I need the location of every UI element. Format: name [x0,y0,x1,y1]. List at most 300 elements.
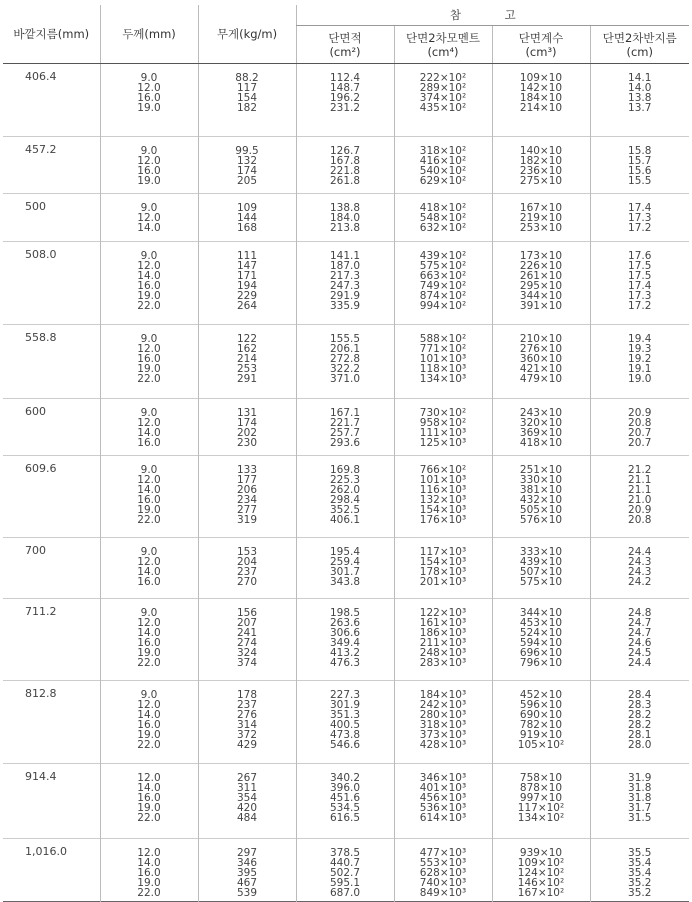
section-modulus-cell-value: 124×10² [517,867,565,879]
thickness-cell-value: 9.0 [140,407,158,419]
section-modulus-cell [492,137,590,194]
weight-cell-value: 429 [236,739,258,751]
weight-cell [198,137,296,194]
moment-cell-value: 248×10³ [419,647,467,659]
radius-gyration-cell-value: 31.8 [628,792,652,804]
moment-cell-value: 289×10² [419,82,467,94]
area-cell-value: 225.3 [329,474,361,486]
moment-cell-value: 211×10³ [419,637,467,649]
section-modulus-cell-value: 696×10 [519,647,563,659]
area-cell-value: 335.9 [329,300,361,312]
thickness-cell-value: 16.0 [137,792,161,804]
weight-cell-value: 168 [236,222,258,234]
section-modulus-cell-value: 330×10 [519,474,563,486]
area-cell-value: 195.4 [329,546,361,558]
weight-cell-value: 162 [236,343,258,355]
area-cell-value: 167.1 [329,407,361,419]
radius-gyration-cell-value: 24.3 [628,556,652,568]
weight-cell-value: 234 [236,494,258,506]
area-cell-value: 546.6 [329,739,361,751]
moment-cell-value: 428×10³ [419,739,467,751]
outer-diameter-cell: 700 [25,544,46,557]
thickness-cell [100,681,198,764]
section-modulus-cell-value: 360×10 [519,353,563,365]
weight-cell-value: 122 [236,333,258,345]
weight-cell-value: 253 [236,363,258,375]
area-cell-value: 206.1 [329,343,361,355]
thickness-cell-value: 22.0 [137,657,161,669]
moment-cell-value: 280×10³ [419,709,467,721]
section-modulus-cell-value: 432×10 [519,494,563,506]
table-row [3,839,689,902]
section-modulus-cell-value: 369×10 [519,427,563,439]
section-modulus-cell-value: 758×10 [519,772,563,784]
area-cell-value: 301.9 [329,699,361,711]
moment-cell-value: 118×10³ [419,363,467,375]
area-cell-value: 473.8 [329,729,361,741]
weight-cell-value: 237 [236,699,258,711]
radius-gyration-cell-value: 19.2 [628,353,652,365]
area-cell-value: 301.7 [329,566,361,578]
weight-cell-value: 229 [236,290,258,302]
thickness-cell-value: 22.0 [137,739,161,751]
area-cell-value: 272.8 [329,353,361,365]
moment-cell [394,64,492,137]
section-modulus-cell-value: 109×10 [519,72,563,84]
moment-cell [394,599,492,681]
radius-gyration-cell-value: 19.3 [628,343,652,355]
area-cell-value: 413.2 [329,647,361,659]
thickness-cell-value: 14.0 [137,782,161,794]
area-cell-value: 595.1 [329,877,361,889]
weight-cell-value: 202 [236,427,258,439]
thickness-cell-value: 19.0 [137,175,161,187]
outer-diameter-cell: 558.8 [25,331,57,344]
section-modulus-cell-value: 295×10 [519,280,563,292]
thickness-cell-value: 14.0 [137,709,161,721]
radius-gyration-cell-value: 28.2 [628,719,652,731]
section-modulus-cell-value: 344×10 [519,290,563,302]
weight-cell-value: 267 [236,772,258,784]
moment-cell-value: 632×10² [419,222,467,234]
thickness-cell-value: 9.0 [140,333,158,345]
section-modulus-cell-value: 418×10 [519,437,563,449]
thickness-cell-value: 12.0 [137,212,161,224]
area-cell-value: 231.2 [329,102,361,114]
area-cell [296,681,394,764]
weight-cell-value: 194 [236,280,258,292]
area-cell-value: 306.6 [329,627,361,639]
area-cell-value: 291.9 [329,290,361,302]
thickness-cell-value: 14.0 [137,484,161,496]
radius-gyration-cell-value: 17.2 [628,222,652,234]
col-reference-group [296,5,689,26]
weight-cell [198,764,296,839]
radius-gyration-cell [590,137,689,194]
thickness-cell-value: 19.0 [137,647,161,659]
section-modulus-cell-value: 796×10 [519,657,563,669]
section-modulus-cell [492,538,590,599]
section-modulus-cell-value: 919×10 [519,729,563,741]
thickness-cell [100,194,198,242]
area-cell-value: 616.5 [329,812,361,824]
section-modulus-cell-value: 105×10² [517,739,565,751]
radius-gyration-cell-value: 24.2 [628,576,652,588]
radius-gyration-cell-value: 17.5 [628,260,652,272]
radius-gyration-cell-value: 15.7 [628,155,652,167]
moment-cell-value: 628×10³ [419,867,467,879]
weight-cell-value: 314 [236,719,258,731]
area-cell-value: 262.0 [329,484,361,496]
thickness-cell [100,456,198,538]
weight-cell-value: 144 [236,212,258,224]
radius-gyration-cell [590,242,689,325]
radius-gyration-cell-value: 17.4 [628,202,652,214]
outer-diameter-cell: 609.6 [25,462,57,475]
section-modulus-cell-value: 243×10 [519,407,563,419]
radius-gyration-cell-value: 17.6 [628,250,652,262]
moment-cell-value: 439×10² [419,250,467,262]
section-modulus-cell-value: 253×10 [519,222,563,234]
weight-cell-value: 274 [236,637,258,649]
moment-cell-value: 161×10³ [419,617,467,629]
weight-cell-value: 133 [236,464,258,476]
weight-cell-value: 214 [236,353,258,365]
moment-cell-value: 176×10³ [419,514,467,526]
weight-cell-value: 147 [236,260,258,272]
table-row [3,242,689,325]
thickness-cell-value: 16.0 [137,494,161,506]
moment-cell-value: 663×10² [419,270,467,282]
radius-gyration-cell-value: 15.5 [628,175,652,187]
moment-cell [394,764,492,839]
radius-gyration-cell-value: 13.8 [628,92,652,104]
radius-gyration-cell-value: 21.1 [628,474,652,486]
moment-cell-value: 749×10² [419,280,467,292]
radius-gyration-cell-value: 24.5 [628,647,652,659]
col-section-modulus-unit: (cm³) [525,44,557,59]
thickness-cell-value: 9.0 [140,689,158,701]
table-row [3,599,689,681]
radius-gyration-cell-value: 20.9 [628,407,652,419]
moment-cell-value: 994×10² [419,300,467,312]
radius-gyration-cell-value: 35.4 [628,867,652,879]
thickness-cell-value: 22.0 [137,812,161,824]
section-modulus-cell-value: 939×10 [519,847,563,859]
section-modulus-cell [492,194,590,242]
weight-cell-value: 206 [236,484,258,496]
radius-gyration-cell-value: 14.1 [628,72,652,84]
outer-diameter-cell: 711.2 [25,605,57,618]
area-cell-value: 352.5 [329,504,361,516]
thickness-cell-value: 12.0 [137,847,161,859]
weight-cell-value: 264 [236,300,258,312]
weight-cell-value: 484 [236,812,258,824]
thickness-cell-value: 12.0 [137,343,161,355]
thickness-cell-value: 22.0 [137,373,161,385]
thickness-cell [100,599,198,681]
thickness-cell [100,764,198,839]
area-cell-value: 126.7 [329,145,361,157]
thickness-cell-value: 12.0 [137,556,161,568]
moment-cell-value: 540×10² [419,165,467,177]
weight-cell-value: 241 [236,627,258,639]
radius-gyration-cell [590,599,689,681]
section-modulus-cell-value: 214×10 [519,102,563,114]
section-modulus-cell-value: 576×10 [519,514,563,526]
thickness-cell-value: 9.0 [140,464,158,476]
moment-cell-value: 401×10³ [419,782,467,794]
table-row [3,194,689,242]
moment-cell [394,681,492,764]
weight-cell-value: 467 [236,877,258,889]
col-thickness: 두께(mm) [100,5,198,64]
weight-cell-value: 182 [236,102,258,114]
area-cell-value: 400.5 [329,719,361,731]
moment-cell-value: 575×10² [419,260,467,272]
weight-cell-value: 230 [236,437,258,449]
weight-cell-value: 207 [236,617,258,629]
col-radius-gyration [590,26,689,64]
moment-cell-value: 771×10² [419,343,467,355]
radius-gyration-cell-value: 20.8 [628,514,652,526]
weight-cell-value: 420 [236,802,258,814]
moment-cell-value: 588×10² [419,333,467,345]
weight-cell-value: 109 [236,202,258,214]
weight-cell-value: 291 [236,373,258,385]
radius-gyration-cell [590,764,689,839]
area-cell-value: 112.4 [329,72,361,84]
col-weight: 무게(kg/m) [198,5,296,64]
weight-cell-value: 132 [236,155,258,167]
area-cell-value: 349.4 [329,637,361,649]
outer-diameter-cell: 1,016.0 [25,845,67,858]
area-cell-value: 293.6 [329,437,361,449]
section-modulus-cell-value: 275×10 [519,175,563,187]
area-cell-value: 213.8 [329,222,361,234]
area-cell-value: 169.8 [329,464,361,476]
moment-cell [394,194,492,242]
moment-cell-value: 730×10² [419,407,467,419]
weight-cell [198,242,296,325]
thickness-cell-value: 12.0 [137,772,161,784]
area-cell-value: 502.7 [329,867,361,879]
moment-cell-value: 101×10³ [419,353,467,365]
section-modulus-cell-value: 140×10 [519,145,563,157]
moment-cell-value: 178×10³ [419,566,467,578]
section-modulus-cell-value: 505×10 [519,504,563,516]
radius-gyration-cell-value: 24.8 [628,607,652,619]
thickness-cell-value: 9.0 [140,72,158,84]
moment-cell-value: 536×10³ [419,802,467,814]
radius-gyration-cell [590,194,689,242]
section-modulus-cell-value: 182×10 [519,155,563,167]
radius-gyration-cell-value: 35.2 [628,887,652,899]
radius-gyration-cell [590,64,689,137]
thickness-cell-value: 12.0 [137,699,161,711]
weight-cell-value: 88.2 [235,72,259,84]
thickness-cell-value: 16.0 [137,92,161,104]
section-modulus-cell-value: 226×10 [519,260,563,272]
weight-cell-value: 346 [236,857,258,869]
section-modulus-cell [492,399,590,456]
moment-cell-value: 222×10² [419,72,467,84]
area-cell [296,456,394,538]
weight-cell-value: 374 [236,657,258,669]
area-cell [296,538,394,599]
moment-cell-value: 629×10² [419,175,467,187]
radius-gyration-cell-value: 28.2 [628,709,652,721]
area-cell-value: 141.1 [329,250,361,262]
weight-cell-value: 99.5 [235,145,259,157]
weight-cell-value: 177 [236,474,258,486]
moment-cell-value: 101×10³ [419,474,467,486]
thickness-cell-value: 14.0 [137,566,161,578]
area-cell-value: 351.3 [329,709,361,721]
radius-gyration-cell-value: 15.8 [628,145,652,157]
section-modulus-cell-value: 134×10² [517,812,565,824]
thickness-cell [100,64,198,137]
area-cell [296,599,394,681]
col-moment [394,26,492,64]
radius-gyration-cell-value: 14.0 [628,82,652,94]
weight-cell [198,456,296,538]
radius-gyration-cell [590,325,689,399]
moment-cell-value: 125×10³ [419,437,467,449]
weight-cell [198,64,296,137]
radius-gyration-cell-value: 28.3 [628,699,652,711]
weight-cell [198,599,296,681]
section-modulus-cell-value: 210×10 [519,333,563,345]
radius-gyration-cell-value: 20.7 [628,437,652,449]
radius-gyration-cell-value: 28.0 [628,739,652,751]
area-cell-value: 227.3 [329,689,361,701]
area-cell-value: 221.7 [329,417,361,429]
weight-cell [198,194,296,242]
col-radius-gyration-unit: (cm) [626,44,653,59]
thickness-cell-value: 12.0 [137,417,161,429]
thickness-cell-value: 19.0 [137,877,161,889]
area-cell-value: 534.5 [329,802,361,814]
thickness-cell-value: 22.0 [137,514,161,526]
area-cell [296,194,394,242]
area-cell-value: 247.3 [329,280,361,292]
moment-cell-value: 134×10³ [419,373,467,385]
section-modulus-cell [492,242,590,325]
weight-cell-value: 154 [236,92,258,104]
area-cell-value: 155.5 [329,333,361,345]
radius-gyration-cell-value: 24.7 [628,627,652,639]
moment-cell-value: 740×10³ [419,877,467,889]
area-cell-value: 298.4 [329,494,361,506]
area-cell-value: 259.4 [329,556,361,568]
thickness-cell [100,399,198,456]
outer-diameter-cell: 457.2 [25,143,57,156]
section-modulus-cell-value: 596×10 [519,699,563,711]
area-cell-value: 440.7 [329,857,361,869]
section-modulus-cell-value: 997×10 [519,792,563,804]
thickness-cell-value: 19.0 [137,802,161,814]
moment-cell-value: 849×10³ [419,887,467,899]
section-modulus-cell [492,599,590,681]
thickness-cell-value: 19.0 [137,729,161,741]
thickness-cell-value: 12.0 [137,155,161,167]
radius-gyration-cell-value: 24.6 [628,637,652,649]
radius-gyration-cell-value: 20.9 [628,504,652,516]
moment-cell [394,325,492,399]
moment-cell [394,399,492,456]
table-row [3,325,689,399]
section-modulus-cell-value: 142×10 [519,82,563,94]
table-row [3,399,689,456]
weight-cell-value: 372 [236,729,258,741]
moment-cell-value: 132×10³ [419,494,467,506]
moment-cell-value: 958×10² [419,417,467,429]
radius-gyration-cell-value: 19.1 [628,363,652,375]
thickness-cell-value: 14.0 [137,270,161,282]
radius-gyration-cell [590,399,689,456]
weight-cell [198,325,296,399]
table-row [3,64,689,137]
section-modulus-cell-value: 391×10 [519,300,563,312]
section-modulus-cell-value: 594×10 [519,637,563,649]
section-modulus-cell-value: 261×10 [519,270,563,282]
section-modulus-cell-value: 439×10 [519,556,563,568]
section-modulus-cell-value: 320×10 [519,417,563,429]
weight-cell-value: 324 [236,647,258,659]
radius-gyration-cell-value: 31.8 [628,782,652,794]
section-modulus-cell-value: 878×10 [519,782,563,794]
area-cell [296,325,394,399]
col-moment-unit: (cm⁴) [427,44,459,59]
section-modulus-cell-value: 381×10 [519,484,563,496]
section-modulus-cell-value: 333×10 [519,546,563,558]
section-modulus-cell-value: 421×10 [519,363,563,375]
thickness-cell-value: 14.0 [137,222,161,234]
weight-cell-value: 354 [236,792,258,804]
table-body [3,64,689,902]
weight-cell-value: 270 [236,576,258,588]
thickness-cell-value: 16.0 [137,165,161,177]
moment-cell-value: 456×10³ [419,792,467,804]
section-modulus-cell-value: 524×10 [519,627,563,639]
weight-cell-value: 153 [236,546,258,558]
moment-cell-value: 283×10³ [419,657,467,669]
thickness-cell [100,839,198,902]
thickness-cell-value: 16.0 [137,637,161,649]
weight-cell-value: 174 [236,165,258,177]
section-modulus-cell-value: 251×10 [519,464,563,476]
weight-cell-value: 156 [236,607,258,619]
outer-diameter-cell: 600 [25,405,46,418]
radius-gyration-cell-value: 17.3 [628,212,652,224]
area-cell-value: 322.2 [329,363,361,375]
thickness-cell-value: 16.0 [137,576,161,588]
weight-cell-value: 205 [236,175,258,187]
radius-gyration-cell-value: 31.7 [628,802,652,814]
area-cell [296,242,394,325]
section-modulus-cell-value: 184×10 [519,92,563,104]
section-modulus-cell [492,764,590,839]
area-cell-value: 261.8 [329,175,361,187]
moment-cell-value: 318×10² [419,145,467,157]
thickness-cell-value: 16.0 [137,437,161,449]
section-modulus-cell-value: 146×10² [517,877,565,889]
col-area [296,26,394,64]
table-row [3,456,689,538]
outer-diameter-cell: 508.0 [25,248,57,261]
moment-cell-value: 346×10³ [419,772,467,784]
